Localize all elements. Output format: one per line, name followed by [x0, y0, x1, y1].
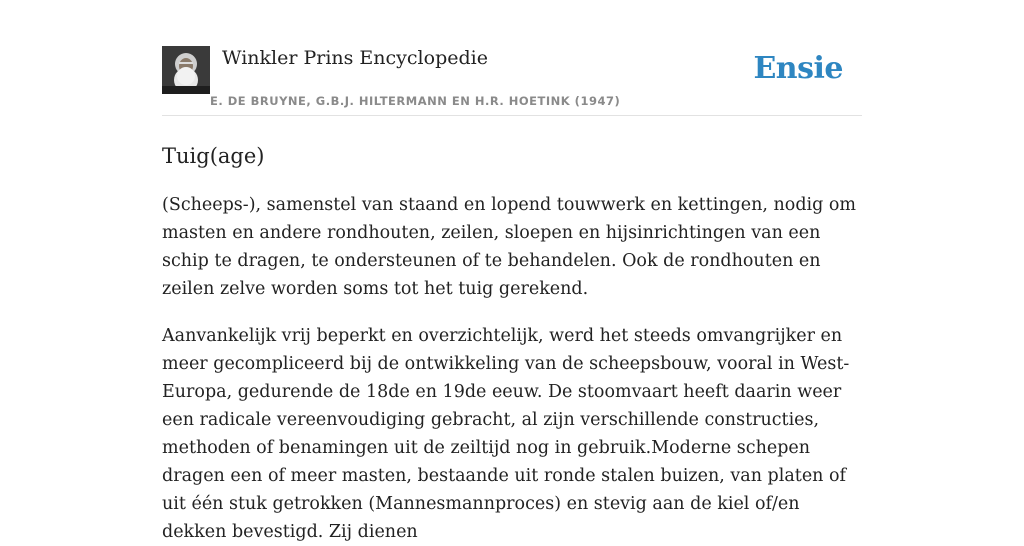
ensie-logo[interactable]: Ensie: [753, 51, 843, 86]
article-title: Tuig(age): [162, 144, 265, 168]
article-paragraph: (Scheeps-), samenstel van staand en lopend touwwerk en kettingen, nodig om masten en andere rondhouten, zeilen, sloepen en hijsinrichtingen van een schip te dragen, te ondersteunen of te behandelen. Ook de rondhouten en zeilen zelve worden soms tot het tuig gerekend.: [162, 195, 857, 299]
author-portrait-icon: [162, 46, 210, 94]
page: [162, 0, 862, 546]
article-body: [162, 191, 862, 546]
article-paragraph: Aanvankelijk vrij beperkt en overzichtelijk, werd het steeds omvangrijker en meer gecompliceerd bij de ontwikkeling van de scheepsbouw, vooral in West-Europa, gedurende de 18de en 19de eeuw. De stoomvaart heeft daarin weer een radicale vereenvoudiging gebracht, al zijn verschillende constructies, methoden of benamingen uit de zeiltijd nog in gebruik.Moderne schepen dragen een of meer masten, bestaande uit ronde stalen buizen, van platen of uit één stuk getrokken (Mannesmannproces) en stevig aan de kiel of/en dekken bevestigd. Zij dienen: [162, 326, 850, 542]
site-header: [162, 46, 862, 116]
site-title[interactable]: Winkler Prins Encyclopedie: [222, 47, 488, 69]
source-byline: E. DE BRUYNE, G.B.J. HILTERMANN EN H.R. HOETINK (1947): [210, 94, 621, 108]
